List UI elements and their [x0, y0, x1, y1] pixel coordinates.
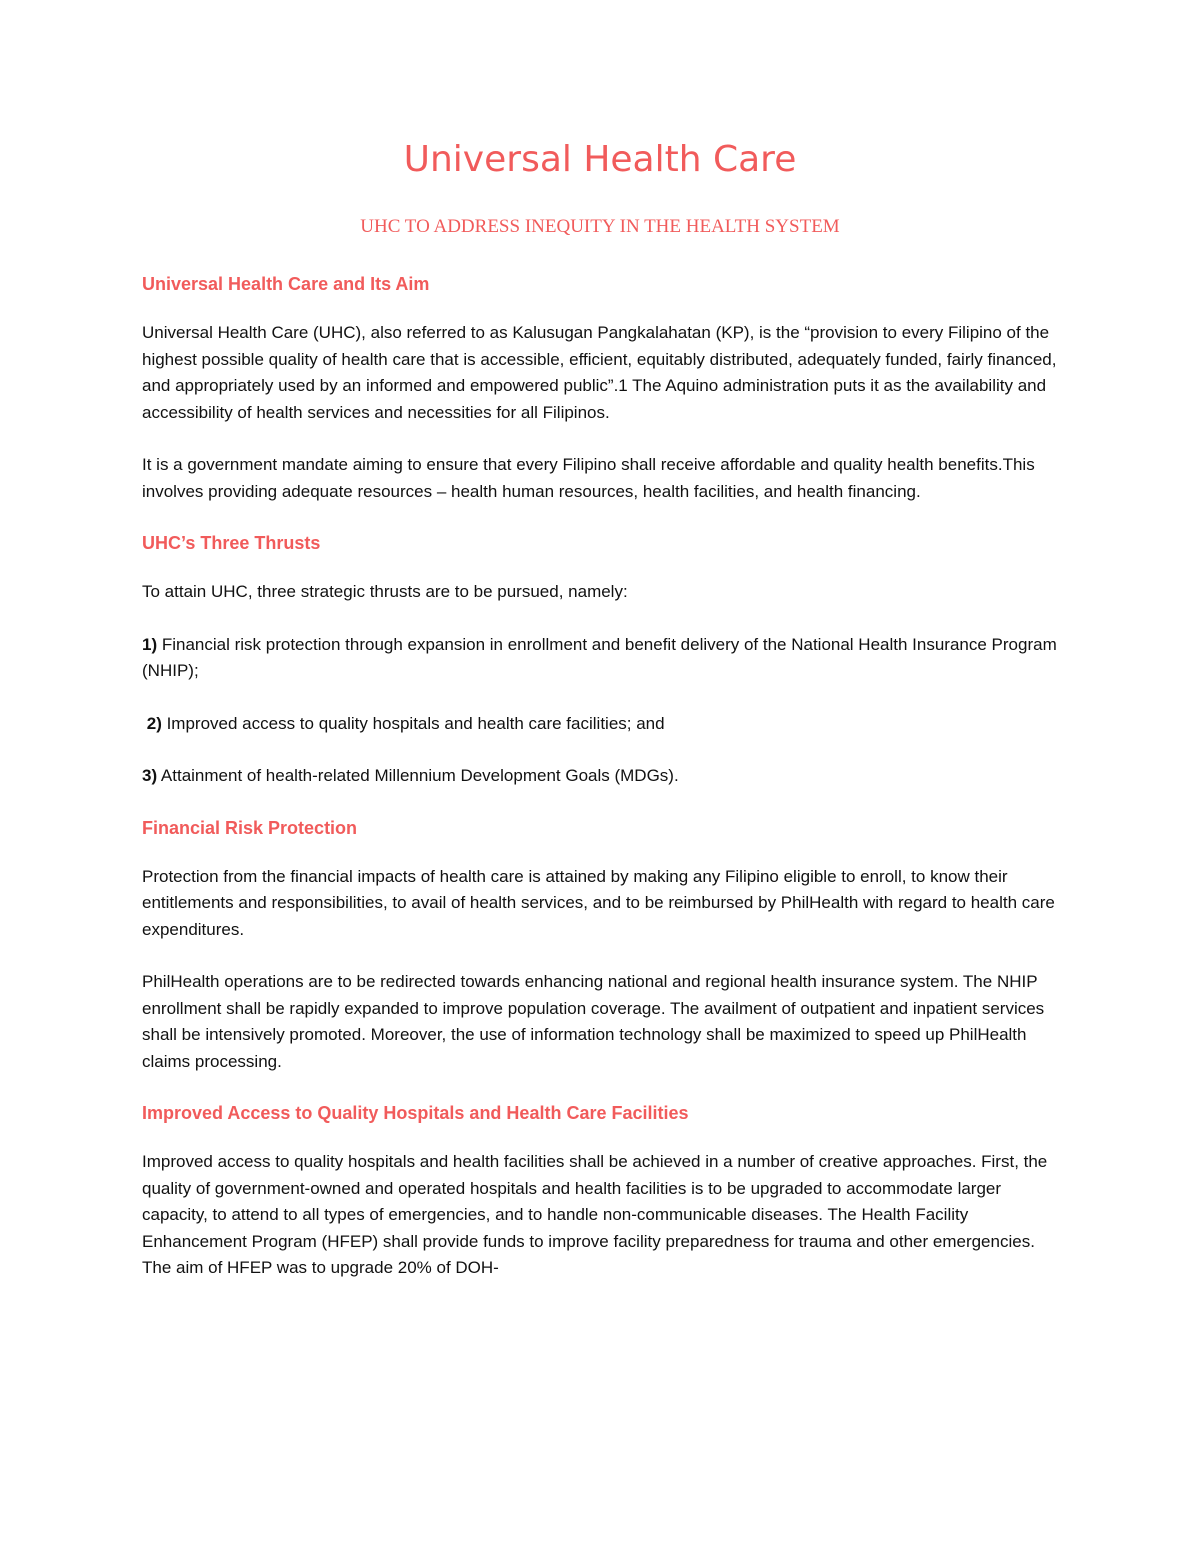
section-heading-aim: Universal Health Care and Its Aim: [142, 274, 430, 294]
thrust-number: 1): [142, 634, 158, 654]
document-subtitle: UHC TO ADDRESS INEQUITY IN THE HEALTH SYSTEM: [360, 216, 840, 237]
thrust-text: Improved access to quality hospitals and health care facilities; and: [161, 713, 665, 733]
thrust-item-1: [142, 632, 1062, 685]
section-heading-financial: Financial Risk Protection: [142, 817, 358, 838]
thrust-text: Attainment of health-related Millennium Development Goals (MDGs).: [157, 766, 679, 785]
paragraph: It is a government mandate aiming to ensure that every Filipino shall receive affordable and quality health benefits.This involves providing adequate resources – health human resources, health facilities, and health financing.: [142, 455, 1035, 501]
thrust-text: Financial risk protection through expansion in enrollment and benefit delivery of the National Health Insurance Program (NHIP);: [142, 634, 1057, 680]
section-heading-access: Improved Access to Quality Hospitals and Health Care Facilities: [142, 1103, 689, 1123]
paragraph: PhilHealth operations are to be redirected towards enhancing national and regional health insurance system. The NHIP enrollment shall be rapidly expanded to improve population coverage. The availment of outpatient and inpatient services shall be intensively promoted. Moreover, the use of information technology shall be maximized to speed up PhilHealth claims processing.: [142, 972, 1045, 1071]
thrust-number: 3): [142, 766, 158, 785]
paragraph: Universal Health Care (UHC), also referred to as Kalusugan Pangkalahatan (KP), is the “provision to every Filipino of the highest possible quality of health care that is accessible, efficient, equitably distributed, adequately funded, fairly financed, and appropriately used by an informed and empowered public”.1 The Aquino administration puts it as the availability and accessibility of health services and necessities for all Filipinos.: [142, 323, 1057, 422]
thrust-item-3: [142, 763, 1062, 790]
thrust-number: 2): [146, 713, 162, 733]
document-title: Universal Health Care: [403, 139, 797, 180]
paragraph: To attain UHC, three strategic thrusts are to be pursued, namely:: [142, 582, 628, 601]
section-heading-thrusts: UHC’s Three Thrusts: [142, 533, 321, 553]
document-body: [142, 270, 1062, 1282]
thrust-item-2: [142, 711, 1062, 738]
paragraph: Improved access to quality hospitals and health facilities shall be achieved in a number of creative approaches. First, the quality of government-owned and operated hospitals and health facilities is to be upgraded to accommodate larger capacity, to attend to all types of emergencies, and to handle non-communicable diseases. The Health Facility Enhancement Program (HFEP) shall provide funds to improve facility preparedness for trauma and other emergencies. The aim of HFEP was to upgrade 20% of DOH-: [142, 1152, 1048, 1277]
paragraph: Protection from the financial impacts of health care is attained by making any Filipino eligible to enroll, to know their entitlements and responsibilities, to avail of health services, and to be reimbursed by PhilHealth with regard to health care expenditures.: [142, 866, 1055, 939]
